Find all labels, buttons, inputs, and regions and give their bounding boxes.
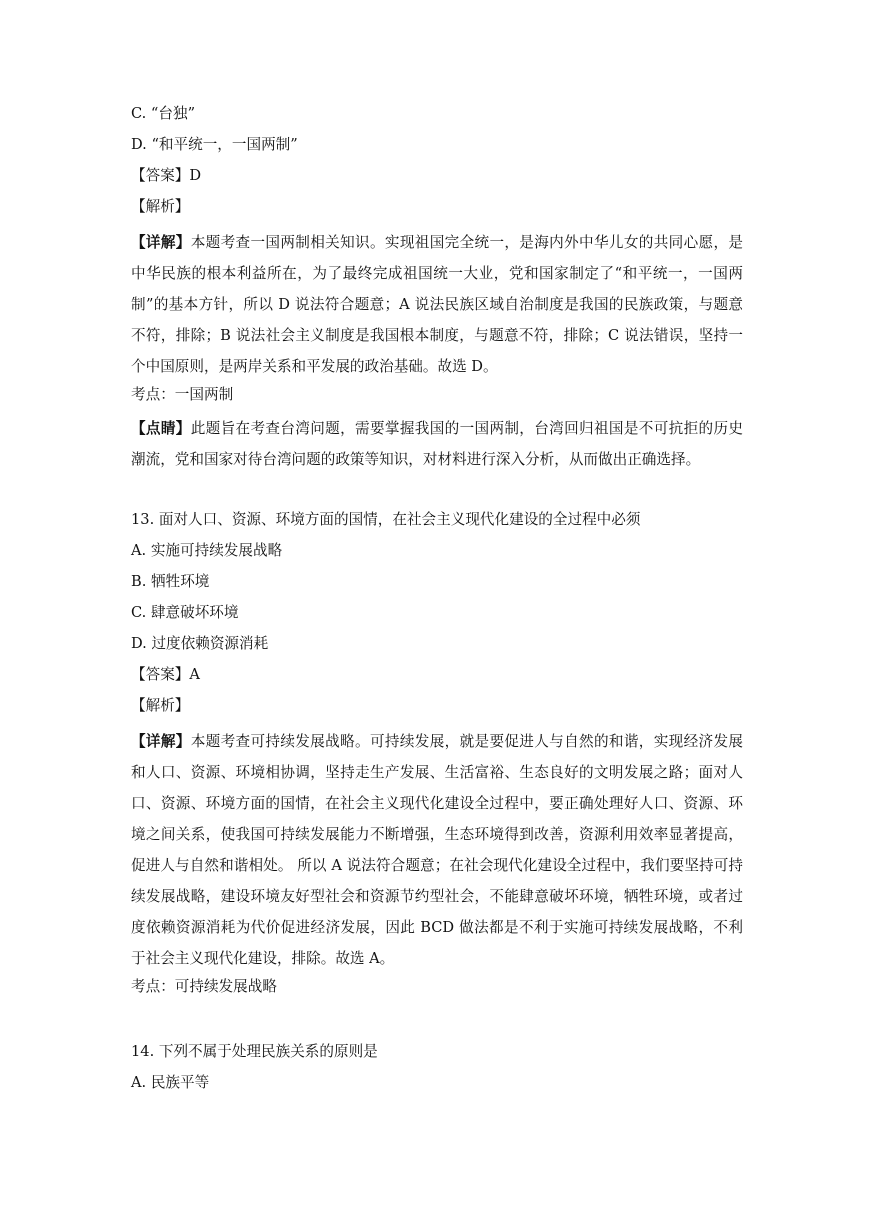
q13-answer xyxy=(131,665,743,685)
q13-option-b: B. 牺牲环境 xyxy=(131,573,210,590)
q13-stem: 13. 面对人口、资源、环境方面的国情，在社会主义现代化建设的全过程中必须 xyxy=(131,511,641,528)
dianjing-text: 此题旨在考查台湾问题，需要掌握我国的一国两制，台湾回归祖国是不可抗拒的历史潮流，党和国家对待台湾问题的政策等知识，对材料进行深入分析，从而做出正确选择。 xyxy=(131,420,743,468)
q13-kaodian: 考点：可持续发展战略 xyxy=(131,978,277,995)
answer-label: 【答案】 xyxy=(131,167,190,184)
q12-kaodian: 考点：一国两制 xyxy=(131,386,234,403)
q13-analysis-label: 【解析】 xyxy=(131,697,190,714)
q13-option-a: A. 实施可持续发展战略 xyxy=(131,542,283,559)
q12-detail xyxy=(131,227,743,382)
q13-option-c: C. 肆意破坏环境 xyxy=(131,604,239,621)
detail-label: 【详解】 xyxy=(131,234,191,251)
q12-dianjing xyxy=(131,413,743,475)
q12-answer xyxy=(131,166,743,186)
q14-stem: 14. 下列不属于处理民族关系的原则是 xyxy=(131,1043,378,1060)
q12-option-c: C. “台独” xyxy=(131,105,196,122)
detail-text: 本题考查一国两制相关知识。实现祖国完全统一，是海内外中华儿女的共同心愿，是中华民族的根本利益所在，为了最终完成祖国统一大业，党和国家制定了“和平统一，一国两制”的基本方针，所以 D 说法符合题意；A 说法民族区域自治制度是我国的民族政策，与题意不符，排除；B 说法社会主义制度是我国根本制度，与题意不符，排除；C 说法错误，坚持一个中国原则，是两岸关系和平发展的政治基础。故选 D。 xyxy=(131,234,743,375)
q13-option-d: D. 过度依赖资源消耗 xyxy=(131,635,269,652)
q12-analysis-label: 【解析】 xyxy=(131,198,190,215)
answer-value: A xyxy=(189,666,200,683)
detail-label: 【详解】 xyxy=(131,733,191,750)
q14-option-a: A. 民族平等 xyxy=(131,1074,210,1091)
detail-text: 本题考查可持续发展战略。可持续发展，就是要促进人与自然的和谐，实现经济发展和人口、资源、环境相协调，坚持走生产发展、生活富裕、生态良好的文明发展之路；面对人口、资源、环境方面的国情，在社会主义现代化建设全过程中，要正确处理好人口、资源、环境之间关系，使我国可持续发展能力不断增强，生态环境得到改善，资源利用效率显著提高，促进人与自然和谐相处。 所以 A 说法符合题意；在社会现代化建设全过程中，我们要坚持可持续发展战略，建设环境友好型社会和资源节约型社会，不能肆意破坏环境，牺牲环境，或者过度依赖资源消耗为代价促进经济发展，因此 BCD 做法都是不利于实施可持续发展战略，不利于社会主义现代化建设，排除。故选 A。 xyxy=(131,733,743,967)
answer-label: 【答案】 xyxy=(131,666,190,683)
q13-detail xyxy=(131,726,743,974)
q12-option-d: D. “和平统一，一国两制” xyxy=(131,136,298,153)
dianjing-label: 【点睛】 xyxy=(131,420,191,437)
answer-value: D xyxy=(189,167,202,184)
